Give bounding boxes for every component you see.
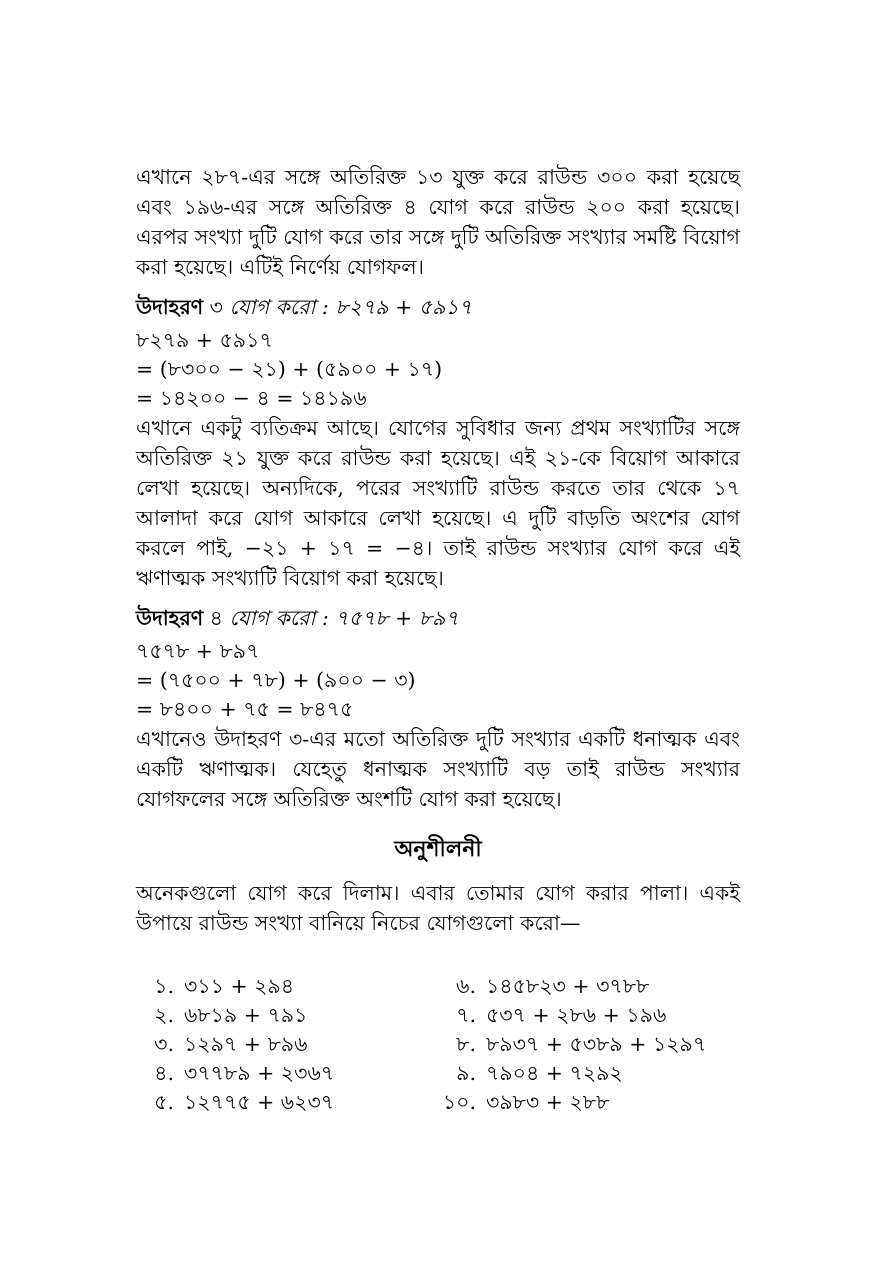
exercise-expression: ১২৯৭ + ৮৯৬ <box>184 1032 308 1056</box>
example-task: যোগ করো : ৮২৭৯ + ৫৯১৭ <box>229 295 473 319</box>
example-label: উদাহরণ <box>136 295 204 319</box>
exercise-item <box>136 1030 436 1059</box>
exercise-number: ৪. <box>154 1061 174 1085</box>
example-4-explanation: এখানেও উদাহরণ ৩-এর মতো অতিরিক্ত দুটি সংখ্যার একটি ধনাত্মক এবং একটি ঋণাত্মক। যেহেতু ধনাত্মক সংখ্যাটি বড় তাই রাউন্ড সংখ্যার যোগফলের সঙ্গে অতিরিক্ত অংশটি যোগ করা হয়েছে। <box>136 727 740 811</box>
exercise-column-left <box>136 972 436 1117</box>
exercise-expression: ৬৮১৯ + ৭৯১ <box>184 1003 308 1027</box>
exercise-item <box>442 1088 736 1117</box>
example-3-explanation: এখানে একটু ব্যতিক্রম আছে। যোগের সুবিধার জন্য প্রথম সংখ্যাটির সঙ্গে অতিরিক্ত ২১ যুক্ত করে রাউন্ড করা হয়েছে। এই ২১-কে বিয়োগ আকারে লেখা হয়েছে। অন্যদিকে, পরের সংখ্যাটি রাউন্ড করতে তার থেকে ১৭ আলাদা করে যোগ আকারে লেখা হয়েছে। এ দুটি বাড়তি অংশের যোগ করলে পাই, −২১ + ১৭ = −৪। তাই রাউন্ড সংখ্যার যোগ করে এই ঋণাত্মক সংখ্যাটি বিয়োগ করা হয়েছে। <box>136 416 740 590</box>
exercise-number: ১. <box>154 974 174 998</box>
exercise-number: ৮. <box>456 1032 476 1056</box>
exercise-expression: ৭৯০৪ + ৭২৯২ <box>486 1061 623 1085</box>
exercise-number: ৯. <box>456 1061 476 1085</box>
exercise-item <box>136 972 436 1001</box>
example-3-heading <box>136 292 740 322</box>
exercise-expression: ৩৭৭৮৯ + ২৩৬৭ <box>184 1061 335 1085</box>
exercise-number: ১০. <box>442 1090 476 1114</box>
exercise-item <box>136 1059 436 1088</box>
exercise-column-right <box>436 972 736 1117</box>
math-line: ৮২৭৯ + ৫৯১৭ <box>136 328 273 352</box>
intro-paragraph: এখানে ২৮৭-এর সঙ্গে অতিরিক্ত ১৩ যুক্ত করে রাউন্ড ৩০০ করা হয়েছে এবং ১৯৬-এর সঙ্গে অতিরিক্ত ৪ যোগ করে রাউন্ড ২০০ করা হয়েছে। এরপর সংখ্যা দুটি যোগ করে তার সঙ্গে দুটি অতিরিক্ত সংখ্যার সমষ্টি বিয়োগ করা হয়েছে। এটিই নির্ণেয় যোগফল। <box>136 165 740 279</box>
exercise-expression: ৮৯৩৭ + ৫৩৮৯ + ১২৯৭ <box>486 1032 707 1056</box>
exercise-expression: ১৪৫৮২৩ + ৩৭৮৮ <box>486 974 650 998</box>
math-line: ৭৫৭৮ + ৮৯৭ <box>136 639 260 663</box>
exercise-item <box>442 1059 736 1088</box>
exercise-instructions: অনেকগুলো যোগ করে দিলাম। এবার তোমার যোগ করার পালা। একই উপায়ে রাউন্ড সংখ্যা বানিয়ে নিচের যোগগুলো করো— <box>136 881 740 935</box>
example-label: উদাহরণ <box>136 606 204 630</box>
exercise-item <box>442 1030 736 1059</box>
exercise-list <box>136 972 740 1117</box>
exercise-expression: ৩৯৮৩ + ২৮৮ <box>486 1090 610 1114</box>
example-number: ৩ <box>209 295 223 319</box>
exercise-expression: ৫৩৭ + ২৮৬ + ১৯৬ <box>486 1003 667 1027</box>
math-line: = ১৪২০০ − ৪ = ১৪১৯৬ <box>136 386 367 410</box>
exercise-item <box>442 972 736 1001</box>
exercise-number: ৬. <box>456 974 476 998</box>
math-line: = ৮৪০০ + ৭৫ = ৮৪৭৫ <box>136 697 354 721</box>
exercise-number: ৫. <box>154 1090 174 1114</box>
exercise-expression: ৩১১ + ২৯৪ <box>184 974 295 998</box>
exercise-item <box>136 1001 436 1030</box>
example-task: যোগ করো : ৭৫৭৮ + ৮৯৭ <box>229 606 459 630</box>
exercise-number: ৩. <box>154 1032 174 1056</box>
exercise-section-title: অনুশীলনী <box>394 836 482 862</box>
exercise-number: ৭. <box>456 1003 476 1027</box>
exercise-expression: ১২৭৭৫ + ৬২৩৭ <box>184 1090 335 1114</box>
textbook-page <box>136 162 740 1117</box>
math-line: = (৮৩০০ − ২১) + (৫৯০০ + ১৭) <box>136 357 443 381</box>
exercise-item <box>136 1088 436 1117</box>
exercise-item <box>442 1001 736 1030</box>
exercise-number: ২. <box>154 1003 174 1027</box>
example-4-heading <box>136 603 740 633</box>
math-line: = (৭৫০০ + ৭৮) + (৯০০ − ৩) <box>136 668 416 692</box>
example-number: ৪ <box>209 606 223 630</box>
